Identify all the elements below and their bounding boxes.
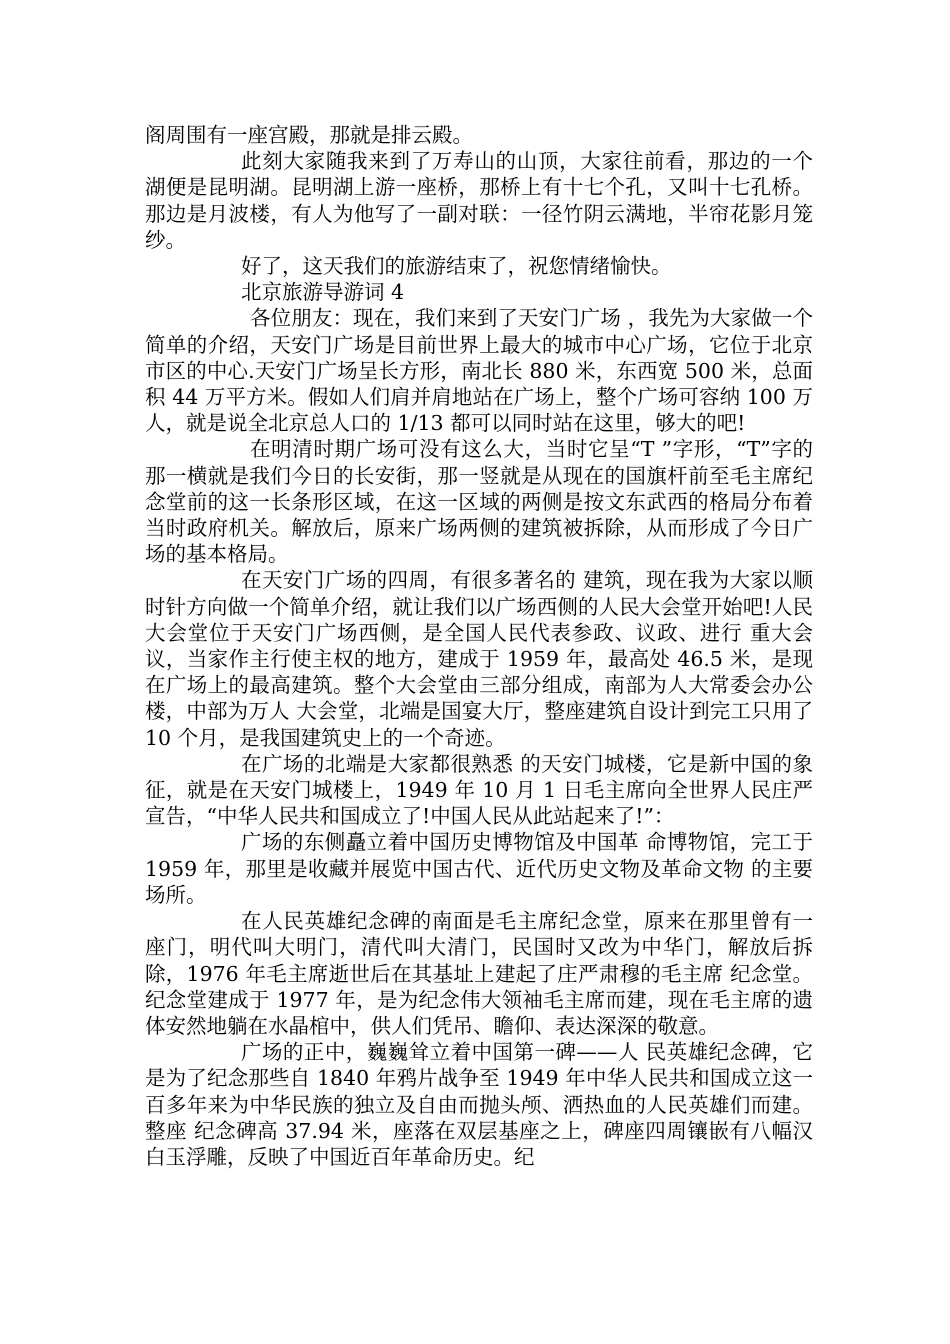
paragraph-museum: 广场的东侧矗立着中国历史博物馆及中国革 命博物馆，完工于 1959 年，那里是收藏并展览中国古代、近代历史文物及革命文物 的主要场所。 xyxy=(145,830,813,907)
paragraph-ming-qing: 在明清时期广场可没有这么大，当时它呈“T ”字形，“T”字的那一横就是我们今日的长安街，那一竖就是从现在的国旗杆前至毛主席纪念堂前的这一长条形区域，在这一区域的两侧是按文东武西的格局分布着 当时政府机关。解放后，原来广场两侧的建筑被拆除，从而形成了今日广场的基本格局。 xyxy=(145,437,813,567)
paragraph-tiananmen-intro: 各位朋友：现在，我们来到了天安门广场 ，我先为大家做一个简单的介绍，天安门广场是目前世界上最大的城市中心广场，它位于北京市区的中心.天安门广场呈长方形，南北长 880 米，东西宽 500 米，总面积 44 万平方米。假如人们肩并肩地站在广场上，整个广场可容纳 100 万人，就是说全北京总人口的 1/13 都可以同时站在这里，够大的吧! xyxy=(145,306,813,436)
paragraph-kunming-lake: 此刻大家随我来到了万寿山的山顶，大家往前看，那边的一个湖便是昆明湖。昆明湖上游一座桥，那桥上有十七个孔，又叫十七孔桥。那边是月波楼，有人为他写了一副对联：一径竹阴云满地，半帘花影月笼纱。 xyxy=(145,149,813,252)
paragraph-great-hall: 在天安门广场的四周，有很多著名的 建筑，现在我为大家以顺时针方向做一个简单介绍，就让我们以广场西侧的人民大会堂开始吧!人民大会堂位于天安门广场西侧，是全国人民代表参政、议政、进行 重大会议，当家作主行使主权的地方，建成于 1959 年，最高处 46.5 米，是现在广场上的最高建筑。整个大会堂由三部分组成，南部为人大常委会办公楼，中部为万人 大会堂，北端是国宴大厅，整座建筑自设计到完工只用了 10 个月，是我国建筑史上的一个奇迹。 xyxy=(145,568,813,750)
document-body xyxy=(145,122,813,1170)
paragraph-mausoleum: 在人民英雄纪念碑的南面是毛主席纪念堂，原来在那里曾有一座门，明代叫大明门，清代叫大清门，民国时又改为中华门，解放后拆除，1976 年毛主席逝世后在其基址上建起了庄严肃穆的毛主席 纪念堂。纪念堂建成于 1977 年，是为纪念伟大领袖毛主席而建，现在毛主席的遗体安然地躺在水晶棺中，供人们凭吊、瞻仰、表达深深的敬意。 xyxy=(145,909,813,1038)
paragraph-monument: 广场的正中，巍巍耸立着中国第一碑——人 民英雄纪念碑，它是为了纪念那些自 1840 年鸦片战争至 1949 年中华人民共和国成立这一百多年来为中华民族的独立及自由而抛头颅、洒热血的人民英雄们而建。整座 纪念碑高 37.94 米，座落在双层基座之上，碑座四周镶嵌有八幅汉白玉浮雕，反映了中国近百年革命历史。纪 xyxy=(145,1040,813,1169)
section-heading: 北京旅游导游词 4 xyxy=(241,280,405,305)
paragraph-tour-end: 好了，这天我们的旅游结束了，祝您情绪愉快。 xyxy=(241,254,672,279)
paragraph-continuation: 阁周围有一座宫殿，那就是排云殿。 xyxy=(145,123,473,147)
paragraph-tiananmen-gate: 在广场的北端是大家都很熟悉 的天安门城楼，它是新中国的象征，就是在天安门城楼上，1949 年 10 月 1 日毛主席向全世界人民庄严宣告，“中华人民共和国成立了!中国人民从此站起来了!”： xyxy=(145,751,813,829)
